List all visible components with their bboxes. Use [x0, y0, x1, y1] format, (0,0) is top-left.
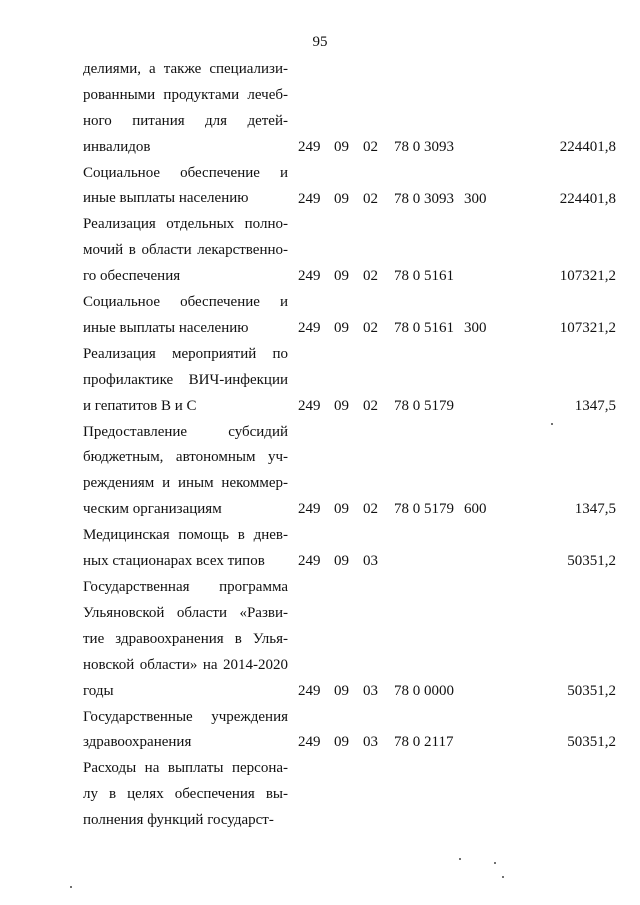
- section-code: 09: [334, 397, 349, 414]
- article-code: 78 0 5161: [394, 268, 454, 285]
- amount: 107321,2: [559, 268, 616, 285]
- subsection-code: 02: [363, 138, 378, 155]
- description-line: профилактике ВИЧ-инфекции: [83, 371, 288, 388]
- description-line: Социальное обеспечение и: [83, 164, 288, 181]
- description-line: новской области» на 2014-2020: [83, 656, 288, 673]
- section-code: 09: [334, 734, 349, 751]
- section-code: 09: [334, 268, 349, 285]
- amount: 224401,8: [559, 190, 616, 207]
- description-line: делиями, а также специализи-: [83, 61, 288, 77]
- subsection-code: 02: [363, 501, 378, 518]
- admin-code: 249: [298, 734, 321, 751]
- scan-speck: [459, 858, 461, 860]
- article-code: 78 0 3093: [394, 190, 454, 207]
- article-code: 78 0 2117: [394, 734, 454, 751]
- scan-speck: [70, 886, 72, 888]
- subsection-code: 03: [363, 682, 378, 699]
- subsection-code: 02: [363, 397, 378, 414]
- admin-code: 249: [298, 501, 321, 518]
- description-line: Расходы на выплаты персона-: [83, 760, 288, 777]
- admin-code: 249: [298, 190, 321, 207]
- description-line: го обеспечения: [83, 268, 181, 285]
- description-line: ческим организациям: [83, 501, 222, 518]
- expense-type-code: 600: [464, 501, 487, 518]
- admin-code: 249: [298, 268, 321, 285]
- description-line: Медицинская помощь в днев-: [83, 527, 288, 544]
- page-number: 95: [312, 34, 328, 50]
- admin-code: 249: [298, 553, 321, 570]
- admin-code: 249: [298, 397, 321, 414]
- section-code: 09: [334, 553, 349, 570]
- description-line: мочий в области лекарственно-: [83, 242, 288, 259]
- description-line: Реализация мероприятий по: [83, 345, 288, 362]
- description-line: инвалидов: [83, 138, 151, 155]
- amount: 1347,5: [574, 501, 616, 518]
- section-code: 09: [334, 501, 349, 518]
- article-code: 78 0 5179: [394, 397, 454, 414]
- admin-code: 249: [298, 682, 321, 699]
- section-code: 09: [334, 682, 349, 699]
- description-line: иные выплаты населению: [83, 319, 249, 336]
- description-line: Предоставление субсидий: [83, 423, 288, 440]
- section-code: 09: [334, 320, 349, 336]
- section-code: 09: [334, 138, 349, 155]
- description-line: Ульяновской области «Разви-: [83, 604, 288, 621]
- description-line: и гепатитов В и С: [83, 397, 197, 414]
- section-code: 09: [334, 190, 349, 207]
- subsection-code: 02: [363, 268, 378, 285]
- article-code: 78 0 5179: [394, 501, 454, 518]
- description-line: Государственные учреждения: [83, 708, 288, 725]
- expense-type-code: 300: [464, 190, 487, 207]
- description-line: ных стационарах всех типов: [83, 553, 265, 570]
- amount: 224401,8: [559, 138, 616, 155]
- amount: 50351,2: [567, 682, 616, 699]
- admin-code: 249: [298, 320, 321, 336]
- amount: 50351,2: [567, 734, 616, 751]
- scan-speck: [494, 862, 496, 864]
- article-code: 78 0 5161: [394, 320, 454, 336]
- article-code: 78 0 0000: [394, 682, 454, 699]
- admin-code: 249: [298, 138, 321, 155]
- expense-type-code: 300: [464, 320, 487, 336]
- subsection-code: 02: [363, 190, 378, 207]
- amount: 1347,5: [574, 397, 616, 414]
- description-line: тие здравоохранения в Улья-: [83, 630, 288, 647]
- amount: 107321,2: [559, 320, 616, 336]
- scan-speck: [502, 876, 504, 878]
- description-line: Государственная программа: [83, 579, 288, 595]
- amount: 50351,2: [567, 553, 616, 570]
- description-line: иные выплаты населению: [83, 190, 249, 207]
- description-line: рованными продуктами лечеб-: [83, 86, 288, 103]
- description-line: Социальное обеспечение и: [83, 294, 288, 311]
- subsection-code: 03: [363, 734, 378, 751]
- description-line: здравоохранения: [83, 734, 192, 751]
- description-line: Реализация отдельных полно-: [83, 216, 288, 233]
- description-line: лу в целях обеспечения вы-: [83, 786, 288, 803]
- description-line: годы: [83, 682, 114, 699]
- subsection-code: 03: [363, 553, 378, 570]
- description-line: ного питания для детей-: [83, 112, 288, 129]
- article-code: 78 0 3093: [394, 138, 454, 155]
- description-line: полнения функций государст-: [83, 812, 274, 829]
- scan-speck: [551, 423, 553, 425]
- description-line: бюджетным, автономным уч-: [83, 449, 288, 466]
- subsection-code: 02: [363, 320, 378, 336]
- description-line: реждениям и иным некоммер-: [83, 475, 288, 492]
